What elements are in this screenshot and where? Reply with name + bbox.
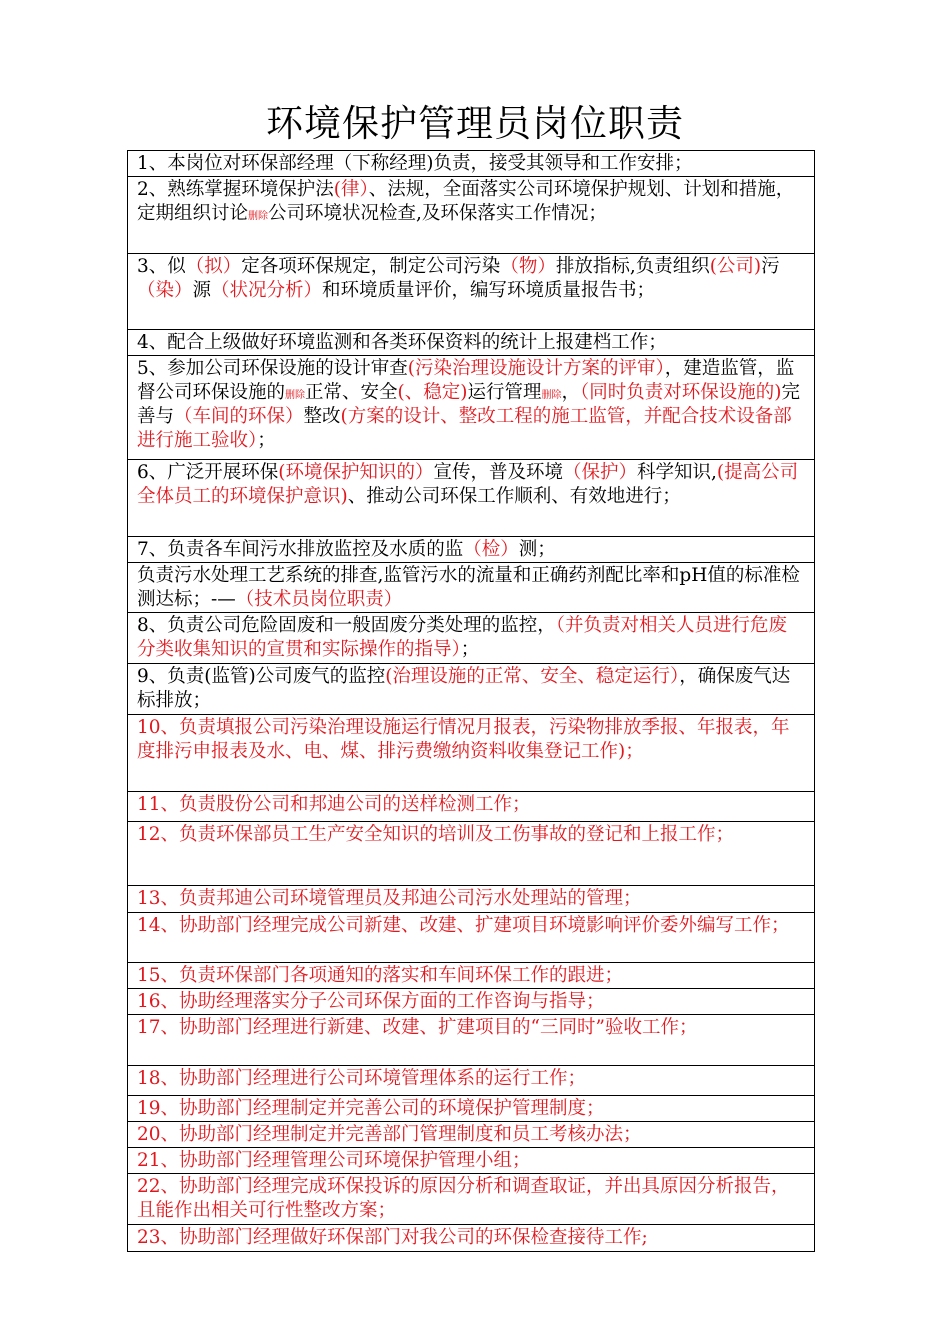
duty-row (128, 1015, 815, 1066)
duty-text: ，建造监管，监督公司环保设施的 (137, 358, 795, 403)
duty-row (128, 989, 815, 1015)
revision-text: 18、协助部门经理进行公司环境管理体系的运行工作； (137, 1068, 587, 1089)
duty-row (128, 254, 815, 330)
duty-text: ， (561, 382, 580, 403)
revision-text: (治理设施的正常、安全、稳定运行） (385, 666, 680, 687)
revision-text: (公司) (709, 256, 762, 277)
duty-cell (128, 715, 815, 792)
duty-cell (128, 613, 815, 664)
duty-row (128, 822, 815, 886)
duty-cell (128, 151, 815, 177)
revision-text: 23、协助部门经理做好环保部门对我公司的环保检查接待工作; (137, 1227, 648, 1248)
duty-text: ，确保废气达标排放； (137, 666, 791, 711)
duty-cell (128, 537, 815, 563)
duty-text: 、推动公司环保工作顺利、有效地进行； (347, 486, 681, 507)
duty-row (128, 356, 815, 460)
revision-text: （保护） (563, 462, 638, 483)
duty-text: 1、本岗位对环保部经理（下称经理)负责，接受其领导和工作安排； (137, 153, 693, 174)
deletion-mark: 删除 (541, 390, 562, 401)
deletion-mark: 删除 (285, 390, 306, 401)
duty-row (128, 1174, 815, 1225)
duty-cell (128, 886, 815, 913)
duty-row (128, 151, 815, 177)
duty-row (128, 715, 815, 792)
duty-row (128, 913, 815, 963)
duty-text: 、法规，全面落实公司环境保护规划、计划和措施，定期组织讨论 (137, 179, 795, 224)
duty-text: 科学知识, (637, 462, 717, 483)
duty-text: 公司环境状况检查,及环保落实工作情况； (268, 203, 607, 224)
duty-text: 排放指标,负责组织 (555, 256, 710, 277)
duty-row (128, 613, 815, 664)
duty-cell (128, 1148, 815, 1174)
revision-text: （物） (500, 256, 556, 277)
revision-text: 15、负责环保部门各项通知的落实和车间环保工作的跟进； (137, 965, 624, 986)
revision-text: 16、协助经理落实分子公司环保方面的工作咨询与指导； (137, 991, 605, 1012)
duty-text: 5、参加公司环保设施的设计审查 (137, 358, 408, 379)
duty-cell (128, 460, 815, 537)
duty-text: 4、配合上级做好环境监测和各类环保资料的统计上报建档工作； (137, 332, 667, 353)
duty-text: 完善与 (137, 382, 800, 427)
duty-text: 6、广泛开展环保 (137, 462, 279, 483)
duty-row (128, 1096, 815, 1122)
duty-cell (128, 563, 815, 613)
revision-text: （同时负责对环保设施的) (580, 382, 782, 403)
duty-text: ； (257, 430, 276, 451)
duty-table-body (128, 151, 815, 1252)
duty-row (128, 1122, 815, 1148)
duty-row (128, 1148, 815, 1174)
duty-text: 宣传，普及环境 (433, 462, 564, 483)
duty-cell (128, 1015, 815, 1066)
duty-cell (128, 989, 815, 1015)
duty-text: 正常、安全 (305, 382, 398, 403)
duty-cell (128, 664, 815, 715)
duty-row (128, 1225, 815, 1252)
revision-text: 17、协助部门经理进行新建、改建、扩建项目的“三同时”验收工作； (137, 1017, 698, 1038)
revision-text: 19、协助部门经理制定并完善公司的环境保护管理制度； (137, 1098, 605, 1119)
revision-text: （车间的环保） (174, 406, 304, 427)
revision-text: （并负责对相关人员进行危废分类收集知识的宣贯和实际操作的指导） (137, 615, 788, 660)
duty-cell (128, 822, 815, 886)
duty-text: 3、似 (137, 256, 186, 277)
duty-row (128, 537, 815, 563)
revision-text: (方案的设计、整改工程的施工监管，并配合技术设备部进行施工验收） (137, 406, 792, 451)
duty-cell (128, 1122, 815, 1148)
revision-text: (、稳定) (397, 382, 468, 403)
duty-row (128, 886, 815, 913)
duty-text: 运行管理 (467, 382, 542, 403)
duty-text: 污 (761, 256, 780, 277)
duty-row (128, 177, 815, 254)
duty-text: 源 (192, 280, 212, 301)
revision-text: 10、负责填报公司污染治理设施运行情况月报表，污染物排放季报、年报表，年度排污申报表及水、电、煤、排污费缴纳资料收集登记工作)； (137, 717, 790, 762)
duty-cell (128, 1225, 815, 1252)
duty-row (128, 563, 815, 613)
duty-text: 和环境质量评价，编写环境质量报告书； (322, 280, 656, 301)
duty-cell (128, 792, 815, 822)
revision-text: 13、负责邦迪公司环境管理员及邦迪公司污水处理站的管理； (137, 888, 642, 909)
revision-text: (律） (333, 179, 369, 200)
duty-row (128, 963, 815, 989)
duty-row (128, 664, 815, 715)
revision-text: 22、协助部门经理完成环保投诉的原因分析和调查取证，并出具原因分析报告，且能作出相关可行性整改方案； (137, 1176, 790, 1221)
duty-cell (128, 1174, 815, 1225)
duty-text: 整改 (303, 406, 341, 427)
duty-text: 9、负责(监管)公司废气的监控 (137, 666, 386, 687)
duty-text: ； (460, 639, 480, 660)
duty-cell (128, 1096, 815, 1122)
revision-text: 21、协助部门经理管理公司环境保护管理小组； (137, 1150, 531, 1171)
revision-text: 11、负责股份公司和邦迪公司的送样检测工作； (137, 794, 531, 815)
duty-cell (128, 913, 815, 963)
duty-text: 7、负责各车间污水排放监控及水质的监 (137, 539, 464, 560)
duty-row (128, 460, 815, 537)
revision-text: (污染治理设施设计方案的评审） (407, 358, 665, 379)
duty-cell (128, 963, 815, 989)
duty-cell (128, 1066, 815, 1096)
page-title: 环境保护管理员岗位职责 (266, 102, 684, 145)
duty-text: 定各项环保规定，制定公司污染 (241, 256, 501, 277)
revision-text: (提高公司全体员工的环境保护意识) (137, 462, 799, 507)
duty-row (128, 330, 815, 356)
duty-text: 2、熟练掌握环境保护法 (137, 179, 334, 200)
revision-text: 14、协助部门经理完成公司新建、改建、扩建项目环境影响评价委外编写工作； (137, 915, 790, 936)
deletion-mark: 删除 (248, 211, 269, 222)
duty-text: 8、负责公司危险固废和一般固废分类处理的监控， (137, 615, 556, 636)
revision-text: (环境保护知识的） (278, 462, 434, 483)
duty-text: 负责污水处理工艺系统的排查,监管污水的流量和正确药剂配比率和pH值的标准检测达标；-— (137, 565, 800, 610)
duty-table (127, 150, 815, 1252)
revision-text: （染） (137, 280, 193, 301)
revision-text: 12、负责环保部员工生产安全知识的培训及工伤事故的登记和上报工作； (137, 824, 735, 845)
duty-row (128, 1066, 815, 1096)
duty-text: 测； (518, 539, 556, 560)
duty-cell (128, 330, 815, 356)
duty-cell (128, 356, 815, 460)
revision-text: （状况分析） (211, 280, 323, 301)
revision-text: （检） (463, 539, 519, 560)
revision-text: （拟） (185, 256, 242, 277)
revision-text: （技术员岗位职责） (235, 589, 403, 610)
revision-text: 20、协助部门经理制定并完善部门管理制度和员工考核办法； (137, 1124, 642, 1145)
duty-row (128, 792, 815, 822)
duty-cell (128, 177, 815, 254)
duty-cell (128, 254, 815, 330)
